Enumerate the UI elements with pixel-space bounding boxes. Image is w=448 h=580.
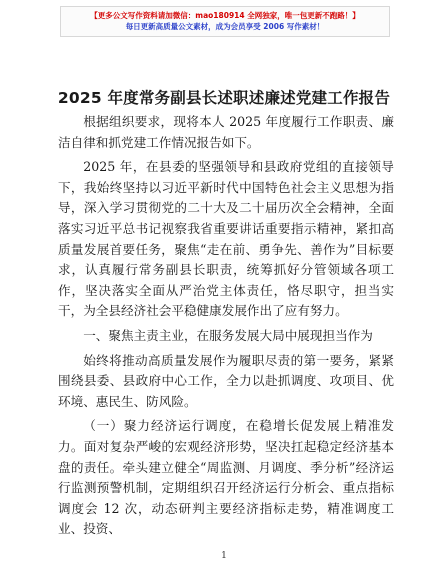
paragraph-overview: 2025 年，在县委的坚强领导和县政府党组的直接领导下，我始终坚持以习近平新时代中国特色社会主义思想为指导，深入学习贯彻党的二十大及二十届历次全会精神，全面落实习近平总书记视察我省重要讲话重要指示精神，紧扣高质量发展首要任务，聚焦“走在前、勇争先、善作为”目标要求，认真履行常务副县长职责，统筹抓好分管领域各项工作，坚决落实全面从严治党主体责任，恪尽职守，担当实干，为全县经济社会平稳健康发展作出了应有努力。 xyxy=(58,159,394,319)
promo-banner-line-1: 【更多公文写作资料请加微信：mao180914 全网独家，唯一包更新不跑路！】 xyxy=(90,11,360,20)
document-body xyxy=(58,112,394,540)
page-number: 1 xyxy=(221,551,227,561)
section-heading-1: 一、聚焦主责主业，在服务发展大局中展现担当作为 xyxy=(83,327,373,343)
document-title: 2025 年度常务副县长述职述廉述党建工作报告 xyxy=(57,89,391,107)
paragraph-section-1-intro: 始终将推动高质量发展作为履职尽责的第一要务，紧紧围绕县委、县政府中心工作，全力以赴抓调度、攻项目、优环境、惠民生、防风险。 xyxy=(58,352,394,409)
promo-banner xyxy=(60,6,390,37)
paragraph-intro: 根据组织要求，现将本人 2025 年度履行工作职责、廉洁自律和抓党建工作情况报告如下。 xyxy=(58,114,394,150)
promo-banner-line-2: 每日更新高质量公文素材，成为会员享受 2006 写作素材！ xyxy=(125,22,325,31)
paragraph-subsection-1: （一）聚力经济运行调度，在稳增长促发展上精准发力。面对复杂严峻的宏观经济形势，坚决扛起稳定经济基本盘的责任。牵头建立健全“周监测、月调度、季分析”经济运行监测预警机制，定期组织召开经济运行分析会、重点指标调度会 12 次，动态研判主要经济指标走势，精准调度工业、投资、 xyxy=(58,418,394,537)
